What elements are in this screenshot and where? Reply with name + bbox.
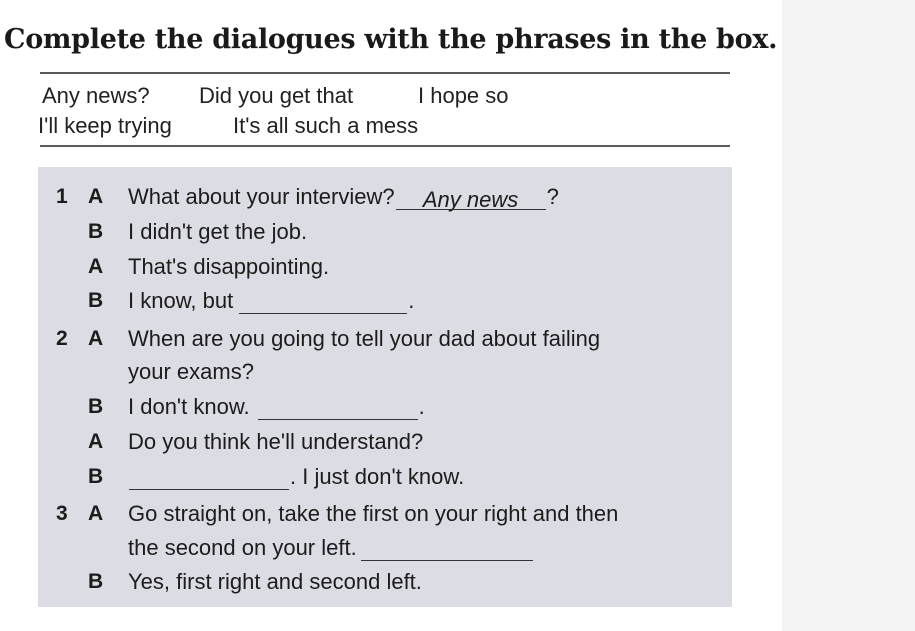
speaker-label: B [88, 395, 104, 418]
line-text: the second on your left. [128, 535, 357, 560]
phrase-ill-keep-trying: I'll keep trying [38, 113, 172, 138]
dialogue-line: Yes, first right and second left. [128, 569, 422, 594]
dialogue-line: That's disappointing. [128, 254, 330, 279]
dialogue-number: 1 [56, 185, 68, 208]
answer-blank[interactable] [129, 467, 289, 490]
line-punct: . [408, 288, 415, 313]
answer-blank[interactable] [258, 397, 418, 420]
speaker-label: A [88, 327, 104, 350]
speaker-label: B [88, 570, 104, 593]
speaker-label: B [88, 465, 104, 488]
phrase-i-hope-so: I hope so [418, 83, 509, 108]
speaker-label: A [88, 430, 104, 453]
phrase-its-all-such-a-mess: It's all such a mess [233, 113, 419, 138]
dialogue-line-continued: your exams? [128, 359, 254, 384]
answer-blank[interactable]: Any news [396, 187, 546, 210]
speaker-label: A [88, 255, 104, 278]
dialogue-line [128, 394, 425, 420]
dialogue-line: Go straight on, take the first on your right and then [128, 501, 619, 526]
exercise-title: Complete the dialogues with the phrases in the box. [4, 24, 778, 55]
line-text: I know, but [128, 288, 234, 313]
phrase-box-top-rule [40, 72, 730, 74]
line-text: I don't know. [128, 394, 250, 419]
speaker-label: A [88, 502, 104, 525]
dialogue-line [128, 288, 414, 314]
speaker-label: B [88, 289, 104, 312]
dialogue-line [128, 184, 559, 210]
dialogue-line [128, 464, 464, 490]
line-text: . I just don't know. [290, 464, 465, 489]
speaker-label: A [88, 185, 104, 208]
line-punct: ? [546, 184, 559, 209]
line-punct: . [418, 394, 425, 419]
phrase-box-bottom-rule [40, 145, 730, 147]
page-margin [782, 0, 915, 631]
phrase-did-you-get-that: Did you get that [199, 83, 354, 108]
dialogue-line: When are you going to tell your dad about failing [128, 326, 601, 351]
dialogue-number: 2 [56, 327, 68, 350]
speaker-label: B [88, 220, 104, 243]
dialogue-number: 3 [56, 502, 68, 525]
dialogue-line: I didn't get the job. [128, 219, 308, 244]
answer-blank[interactable] [361, 538, 533, 561]
dialogue-line: Do you think he'll understand? [128, 429, 424, 454]
phrase-any-news: Any news? [42, 83, 150, 108]
dialogue-line-continued [128, 535, 534, 561]
answer-blank[interactable] [239, 291, 407, 314]
line-text: What about your interview? [128, 184, 395, 209]
